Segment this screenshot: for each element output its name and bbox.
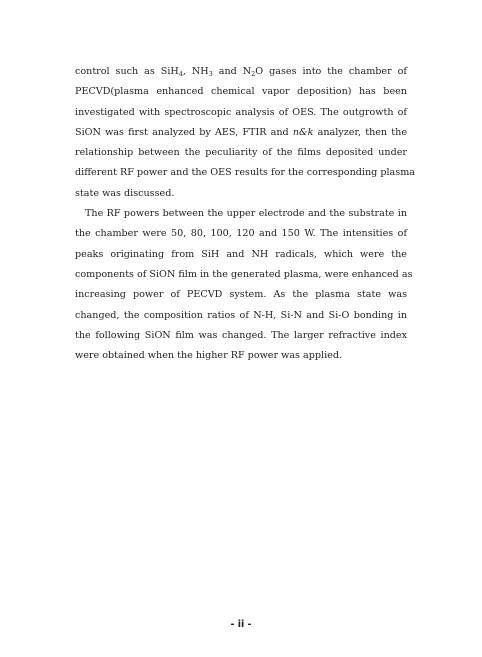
text-segment: control such as SiH — [75, 66, 179, 77]
paragraph-2 — [75, 204, 413, 366]
paragraph-1-line-7: state was discussed. — [75, 187, 175, 199]
text-segment: and N — [212, 66, 252, 77]
subscript: 3 — [208, 70, 213, 78]
paragraph-2-line-3: peaks originating from SiH and NH radicals, which were the — [75, 248, 407, 260]
paragraph-2-line-8: were obtained when the higher RF power was applied. — [75, 350, 343, 362]
text-segment: analyzer, then the — [313, 126, 408, 138]
paragraph-2-line-1: The RF powers between the upper electrode and the substrate in — [85, 208, 407, 220]
paragraph-1-line-2: PECVD(plasma enhanced chemical vapor deposition) has been — [75, 86, 407, 98]
paragraph-1-line-3: investigated with spectroscopic analysis of OES. The outgrowth of — [75, 106, 407, 118]
paragraph-2-line-2: the chamber were 50, 80, 100, 120 and 150 W. The intensities of — [75, 228, 407, 240]
paragraph-1-line-6: different RF power and the OES results for the corresponding plasma — [75, 167, 416, 179]
paragraph-1-line-5: relationship between the peculiarity of the films deposited under — [75, 147, 407, 159]
paragraph-2-line-4: components of SiON film in the generated plasma, were enhanced as — [75, 268, 413, 280]
paragraph-2-line-7: the following SiON film was changed. The larger refractive index — [75, 329, 407, 341]
paragraph-1-line-4 — [75, 123, 407, 143]
text-segment: , NH — [182, 66, 209, 77]
paragraph-1-line-1 — [75, 62, 407, 82]
page-number: - ii - — [230, 619, 252, 630]
paragraph-2-line-6: changed, the composition ratios of N-H, Si-N and Si-O bonding in — [75, 309, 407, 321]
abstract-body — [75, 62, 416, 366]
text-segment: O gases into the chamber of — [255, 66, 407, 77]
paragraph-2-line-5: increasing power of PECVD system. As the plasma state was — [75, 289, 407, 301]
paragraph-1 — [75, 62, 416, 204]
subscript: 4 — [178, 70, 183, 78]
subscript: 2 — [251, 70, 256, 78]
text-segment: SiON was first analyzed by AES, FTIR and — [75, 126, 293, 138]
italic-term: n&k — [292, 126, 314, 138]
